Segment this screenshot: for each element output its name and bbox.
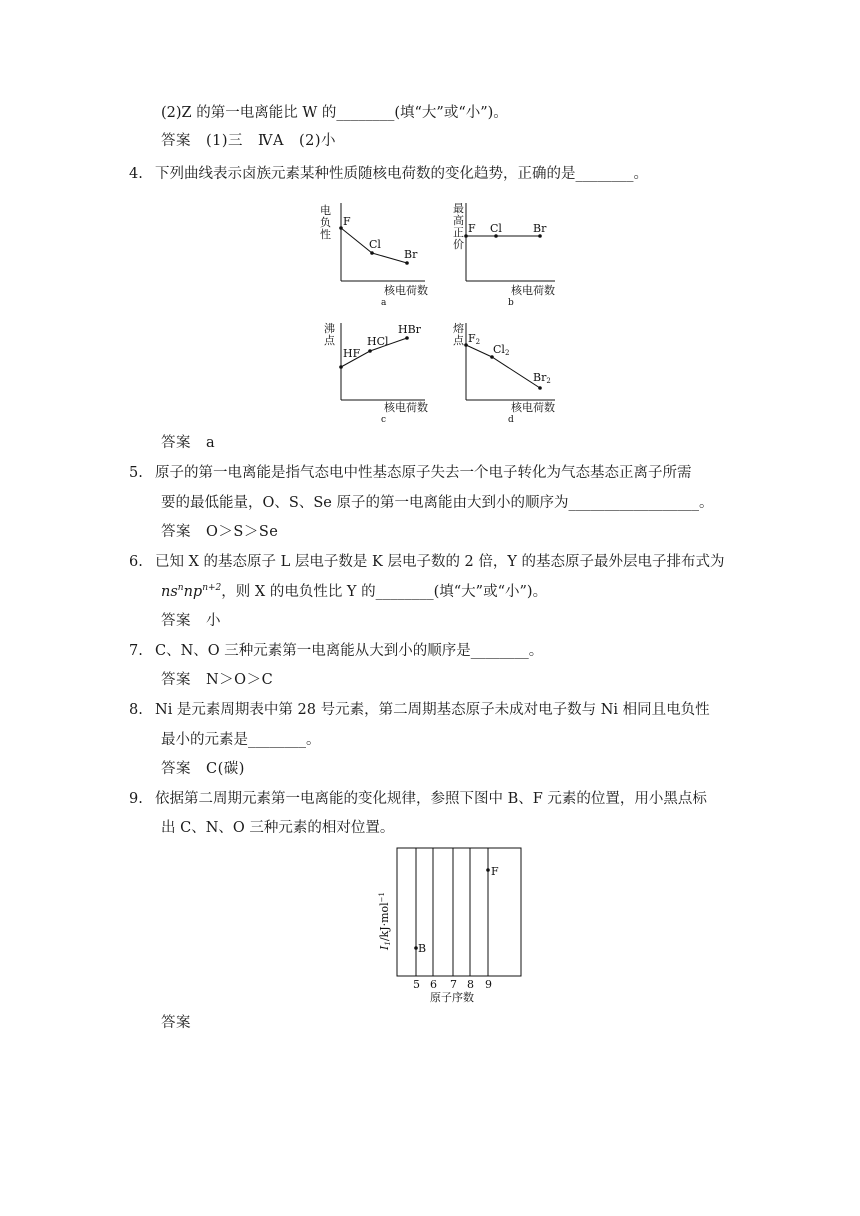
q9-line1-text: 依据第二周期元素第一电离能的变化规律，参照下图中 B、F 元素的位置，用小黑点标	[155, 791, 707, 807]
q6-line2	[161, 582, 547, 602]
graph-c-point-hf: HF	[343, 347, 361, 360]
q9-label-f: F	[491, 865, 499, 878]
graph-c-ylabel-1: 沸	[324, 322, 335, 335]
q8-line1-text: Ni 是元素周期表中第 28 号元素，第二周期基态原子未成对电子数与 Ni 相同且电负性	[155, 702, 710, 718]
q9-answer: 答案	[161, 1015, 191, 1031]
graph-b-caption: b	[508, 298, 514, 308]
q8-number: 8.	[129, 702, 143, 718]
graph-c	[324, 321, 428, 425]
q6-line1	[129, 552, 725, 572]
q7-number: 7.	[129, 643, 143, 659]
graph-a-xlabel: 核电荷数	[384, 284, 428, 297]
q6-n1: n	[177, 583, 184, 594]
graph-b-xlabel: 核电荷数	[511, 284, 555, 297]
graph-c-xlabel: 核电荷数	[384, 401, 428, 414]
q8-line2: 最小的元素是________。	[161, 732, 321, 748]
graph-d-point-cl2: Cl2	[493, 343, 510, 357]
graph-b-point-cl: Cl	[490, 222, 502, 235]
q9-point-f	[486, 868, 490, 872]
q7-answer: 答案 N＞O＞C	[161, 672, 274, 688]
q9-line1	[129, 789, 707, 809]
q6-n2: n+2	[202, 583, 222, 594]
graph-a-caption: a	[381, 298, 387, 308]
q6-answer: 答案 小	[161, 613, 221, 629]
graph-c-point-hbr: HBr	[398, 323, 421, 336]
q4-body: 下列曲线表示卤族元素某种性质随核电荷数的变化趋势，正确的是________。	[155, 166, 648, 182]
q5-number: 5.	[129, 465, 143, 481]
q4-text	[129, 164, 648, 184]
graph-d-ylabel-2: 点	[453, 334, 464, 347]
q6-line1-text: 已知 X 的基态原子 L 层电子数是 K 层电子数的 2 倍，Y 的基态原子最外层电子排布式为	[155, 554, 725, 570]
graph-b-ylabel-3: 正	[453, 226, 464, 239]
q9-tick-9: 9	[485, 978, 492, 991]
q8-answer: 答案 C(碳)	[161, 761, 245, 777]
q3-part2: (2)Z 的第一电离能比 W 的________(填“大”或“小”)。	[161, 105, 508, 121]
q4-graphs	[300, 195, 580, 430]
q9-label-b: B	[418, 942, 427, 955]
q4-number: 4.	[129, 166, 143, 182]
graph-b-point-br: Br	[533, 222, 547, 235]
q6-number: 6.	[129, 554, 143, 570]
q5-answer: 答案 O＞S＞Se	[161, 524, 279, 540]
q9-tick-8: 8	[467, 978, 474, 991]
q9-tick-6: 6	[430, 978, 437, 991]
q7-body: C、N、O 三种元素第一电离能从大到小的顺序是________。	[155, 643, 544, 659]
graph-b	[453, 202, 555, 308]
q9-tick-5: 5	[413, 978, 420, 991]
graph-a-ylabel-2: 负	[320, 216, 331, 229]
q9-ylabel	[378, 892, 392, 951]
graph-a-ylabel-3: 性	[320, 228, 331, 241]
graph-d-xlabel: 核电荷数	[511, 401, 555, 414]
graph-a-point-f: F	[343, 215, 351, 228]
q9-xlabel: 原子序数	[430, 991, 474, 1004]
q9-tick-7: 7	[450, 978, 457, 991]
graph-c-caption: c	[381, 415, 387, 425]
q5-line2: 要的最低能量，O、S、Se 原子的第一电离能由大到小的顺序为__________________。	[161, 495, 714, 511]
q6-np: np	[183, 584, 203, 600]
graph-a-point-br: Br	[404, 248, 418, 261]
graph-a-ylabel-1: 电	[320, 204, 331, 217]
graph-d-ylabel-1: 熔	[453, 322, 464, 335]
q3-answer: 答案 (1)三 ⅣA (2)小	[161, 133, 337, 149]
graph-d-point-br2: Br2	[533, 371, 551, 385]
q5-line1-text: 原子的第一电离能是指气态电中性基态原子失去一个电子转化为气态基态正离子所需	[155, 465, 692, 481]
graph-d-point-f2: F2	[468, 332, 481, 346]
graph-b-ylabel-2: 高	[453, 214, 464, 227]
graph-c-ylabel-2: 点	[324, 334, 335, 347]
graph-a	[320, 203, 428, 308]
q4-answer: 答案 a	[161, 435, 216, 451]
graph-d	[453, 321, 555, 425]
graph-b-ylabel-4: 价	[453, 238, 464, 251]
q5-line1	[129, 463, 692, 483]
q7-text	[129, 641, 543, 661]
q9-chart	[360, 840, 530, 1005]
q9-number: 9.	[129, 791, 143, 807]
graph-b-ylabel-1: 最	[453, 202, 464, 215]
q6-ns: ns	[161, 584, 178, 600]
q6-line2-rest: ，则 X 的电负性比 Y 的________(填“大”或“小”)。	[221, 584, 548, 600]
graph-c-point-hcl: HCl	[367, 335, 389, 348]
q8-line1	[129, 700, 710, 720]
svg-text:I1/kJ·mol−1: I1/kJ·mol$^{-1}$	[378, 891, 392, 950]
q9-line2: 出 C、N、O 三种元素的相对位置。	[161, 820, 395, 836]
graph-d-caption: d	[508, 415, 514, 425]
graph-b-point-f: F	[468, 222, 476, 235]
graph-a-point-cl: Cl	[369, 238, 381, 251]
